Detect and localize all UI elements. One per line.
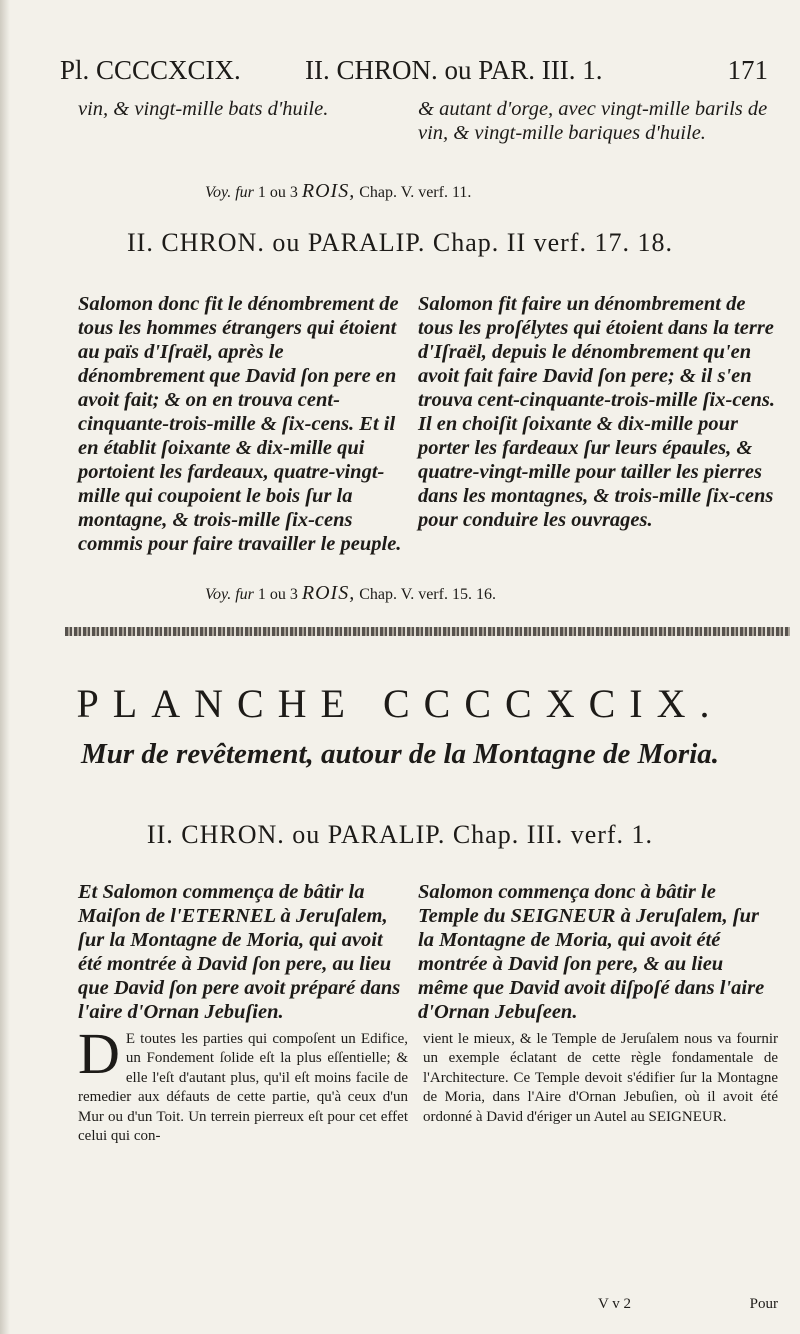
voy-book: ROIS,: [301, 582, 356, 604]
voy-mid: 1 ou 3: [257, 184, 298, 201]
section-title-2: II. CHRON. ou PARALIP. Chap. III. verf. 1.: [146, 820, 654, 849]
commentary-left-column: [78, 1021, 408, 1146]
section-title-1: II. CHRON. ou PARALIP. Chap. II verf. 17. 18.: [127, 228, 673, 257]
section-1-right-column: Salomon fit faire un dénombrement de tous les proſélytes qui étoient dans la terre d'Iſraël, depuis le dénombrement qu'en avoit fait faire David ſon pere; & il s'en trouva cent-cinquante-trois-mille ſix-cens. Il en choiſit ſoixante & dix-mille pour porter les fardeaux ſur leurs épaules, & quatre-vingt-mille pour tailler les pierres dans les montagnes, & trois-mille ſix-cens pour conduire les ouvrages.: [418, 293, 776, 531]
plate-number: Pl. CCCCXCIX.: [60, 55, 241, 85]
signature-mark: V v 2: [598, 1296, 632, 1312]
drop-cap: D: [78, 1021, 120, 1086]
voy-book: ROIS,: [301, 180, 356, 202]
plate-subtitle: Mur de revêtement, autour de la Montagne de Moria.: [80, 738, 719, 770]
page-header: [60, 55, 768, 95]
page-edge-shadow: [0, 0, 10, 1334]
cross-reference-2: [205, 582, 496, 605]
voy-prefix: Voy. fur: [205, 184, 254, 201]
ornamental-divider: [65, 627, 790, 636]
intro-left-column: vin, & vingt-mille bats d'huile.: [78, 98, 329, 120]
section-2-right-column: Salomon commença donc à bâtir le Temple du SEIGNEUR à Jeruſalem, ſur la Montagne de Moria, qui avoit été montrée à David ſon pere, & au lieu même que David avoit diſpoſé dans l'aire d'Ornan Jebuſeen.: [418, 881, 765, 1023]
page-number: 171: [727, 55, 768, 85]
commentary-right-column: vient le mieux, & le Temple de Jeruſalem nous va fournir un exemple éclatant de cette règle fondamentale de l'Architecture. Ce Temple devoit s'édifier ſur la Montagne de Moria, dans l'Aire d'Ornan Jebuſien, où il avoit été ordonné à David d'ériger un Autel au SEIGNEUR.: [423, 1031, 778, 1125]
voy-suffix: Chap. V. verf. 11.: [359, 184, 472, 201]
voy-suffix: Chap. V. verf. 15. 16.: [359, 586, 496, 603]
section-1-left-column: Salomon donc fit le dénombrement de tous les hommes étrangers qui étoient au païs d'Iſraël, après le dénombrement que David ſon pere en avoit fait; & on en trouva cent-cinquante-trois-mille & ſix-cens. Et il en établit ſoixante & dix-mille qui portoient les fardeaux, quatre-vingt-mille qui coupoient le bois ſur la montagne, & trois-mille ſix-cens commis pour faire travailler le peuple.: [78, 293, 402, 555]
cross-reference-1: [205, 180, 471, 203]
running-title: II. CHRON. ou PAR. III. 1.: [305, 55, 603, 85]
section-2-left-column: Et Salomon commença de bâtir la Maiſon de l'ETERNEL à Jeruſalem, ſur la Montagne de Moria, qui avoit été montrée à David ſon pere, au lieu que David ſon pere avoit préparé dans l'aire d'Ornan Jebuſien.: [78, 881, 401, 1023]
plate-title: PLANCHE CCCCXCIX.: [76, 681, 724, 726]
intro-right-column: & autant d'orge, avec vingt-mille barils de vin, & vingt-mille bariques d'huile.: [418, 98, 768, 144]
catchword: Pour: [749, 1296, 778, 1312]
commentary-left-text: E toutes les parties qui compoſent un Edifice, un Fondement ſolide eſt la plus eſſentielle; & elle l'eſt d'autant plus, qu'il eſt moins facile de remedier aux défauts de cette partie, qu'à ceux d'un Mur ou d'un Toit. Un terrein pierreux eſt pour cet effet celui qui con-: [78, 1031, 408, 1145]
voy-mid: 1 ou 3: [257, 586, 298, 603]
voy-prefix: Voy. fur: [205, 586, 254, 603]
